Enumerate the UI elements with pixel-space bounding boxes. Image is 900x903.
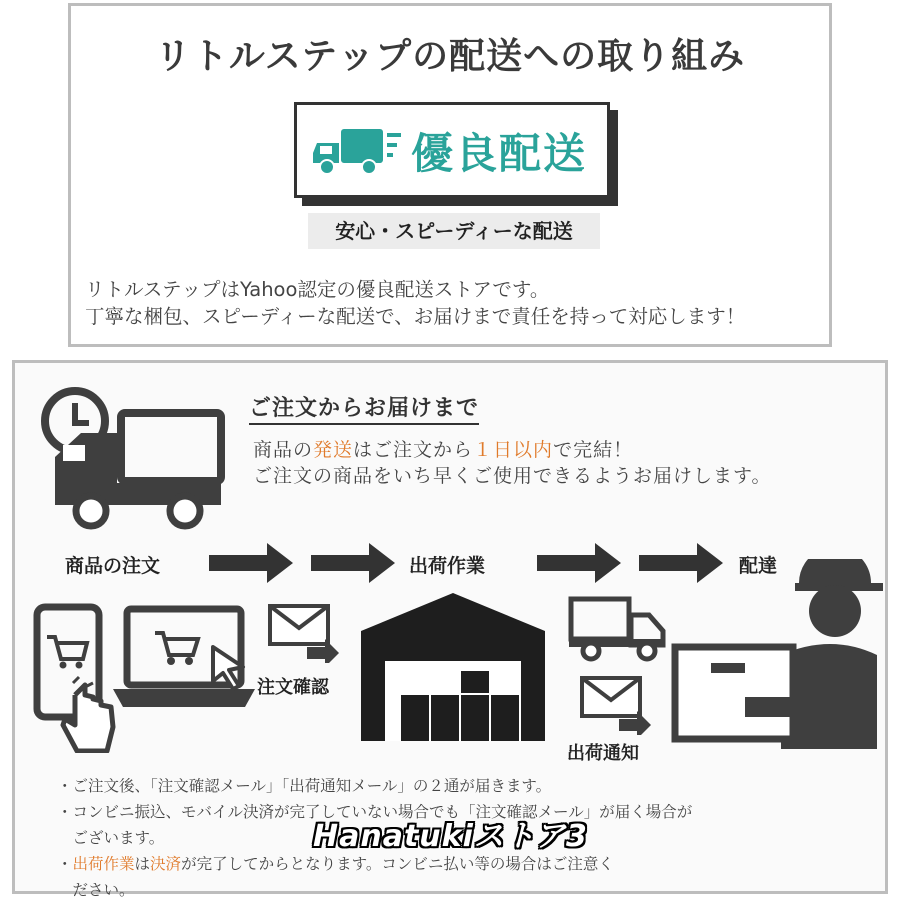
line1-highlight-shipping: 発送 — [313, 439, 354, 461]
arrow-right-icon — [537, 543, 621, 583]
badge-label: 優良配送 — [411, 129, 588, 178]
note3-highlight-shipping-work: 出荷作業 — [72, 855, 135, 873]
line1-highlight-one-day: １日以内 — [473, 439, 554, 461]
laptop-cart-icon — [113, 605, 261, 717]
panel-title: リトルステップの配送への取り組み — [154, 36, 746, 77]
intro-text — [85, 276, 745, 330]
delivery-person-icon — [671, 559, 883, 749]
note3-highlight-payment: 決済 — [150, 855, 182, 873]
clock-truck-icon — [35, 383, 231, 533]
delivery-truck-icon — [313, 127, 405, 177]
note-2-cont: ございます。 — [57, 829, 165, 847]
note-2: ・コンビニ振込、モバイル決済が完了していない場合でも「注文確認メール」が届く場合が — [57, 803, 693, 821]
delivery-commitment-panel — [68, 3, 832, 347]
step-delivery-label: 配達 — [739, 555, 778, 577]
ship-notice-label: 出荷通知 — [567, 743, 639, 764]
order-confirm-mail-icon — [267, 603, 343, 663]
line1-part: はご注文から — [353, 439, 474, 461]
note-1: ・ご注文後、「注文確認メール」「出荷通知メール」の２通が届きます。 — [57, 777, 552, 795]
warehouse-icon — [357, 591, 553, 741]
badge-subtitle: 安心・スピーディーな配送 — [308, 213, 600, 249]
excellent-delivery-badge — [294, 102, 610, 198]
note3-part: が完了してからとなります。コンビニ払い等の場合はご注意く — [181, 855, 614, 873]
section-line-1 — [253, 435, 633, 462]
step-shipping-label: 出荷作業 — [409, 555, 486, 577]
section-heading: ご注文からお届けまで — [249, 391, 479, 425]
order-to-delivery-panel — [12, 360, 888, 899]
intro-line-2: 丁寧な梱包、スピーディーな配送で、お届けまで責任を持って対応します！ — [85, 305, 746, 328]
intro-line-1: リトルステップはYahoo認定の優良配送ストアです。 — [85, 278, 550, 301]
store-watermark: Hanatukiストア3 — [313, 819, 588, 854]
step-order-label: 商品の注文 — [65, 555, 161, 577]
line1-part: 商品の — [253, 439, 314, 461]
ship-notice-mail-icon — [579, 675, 655, 735]
smartphone-cart-icon — [33, 603, 123, 753]
note3-part: は — [134, 855, 151, 873]
arrow-right-icon — [311, 543, 395, 583]
small-truck-icon — [567, 595, 667, 665]
order-confirm-label: 注文確認 — [257, 677, 329, 698]
section-line-2: ご注文の商品をいち早くご使用できるようお届けします。 — [253, 465, 772, 487]
arrow-right-icon — [209, 543, 293, 583]
note3-part: ・ — [57, 855, 73, 873]
note-3-cont: ださい。 — [57, 881, 135, 899]
line1-part: で完結！ — [553, 439, 634, 461]
